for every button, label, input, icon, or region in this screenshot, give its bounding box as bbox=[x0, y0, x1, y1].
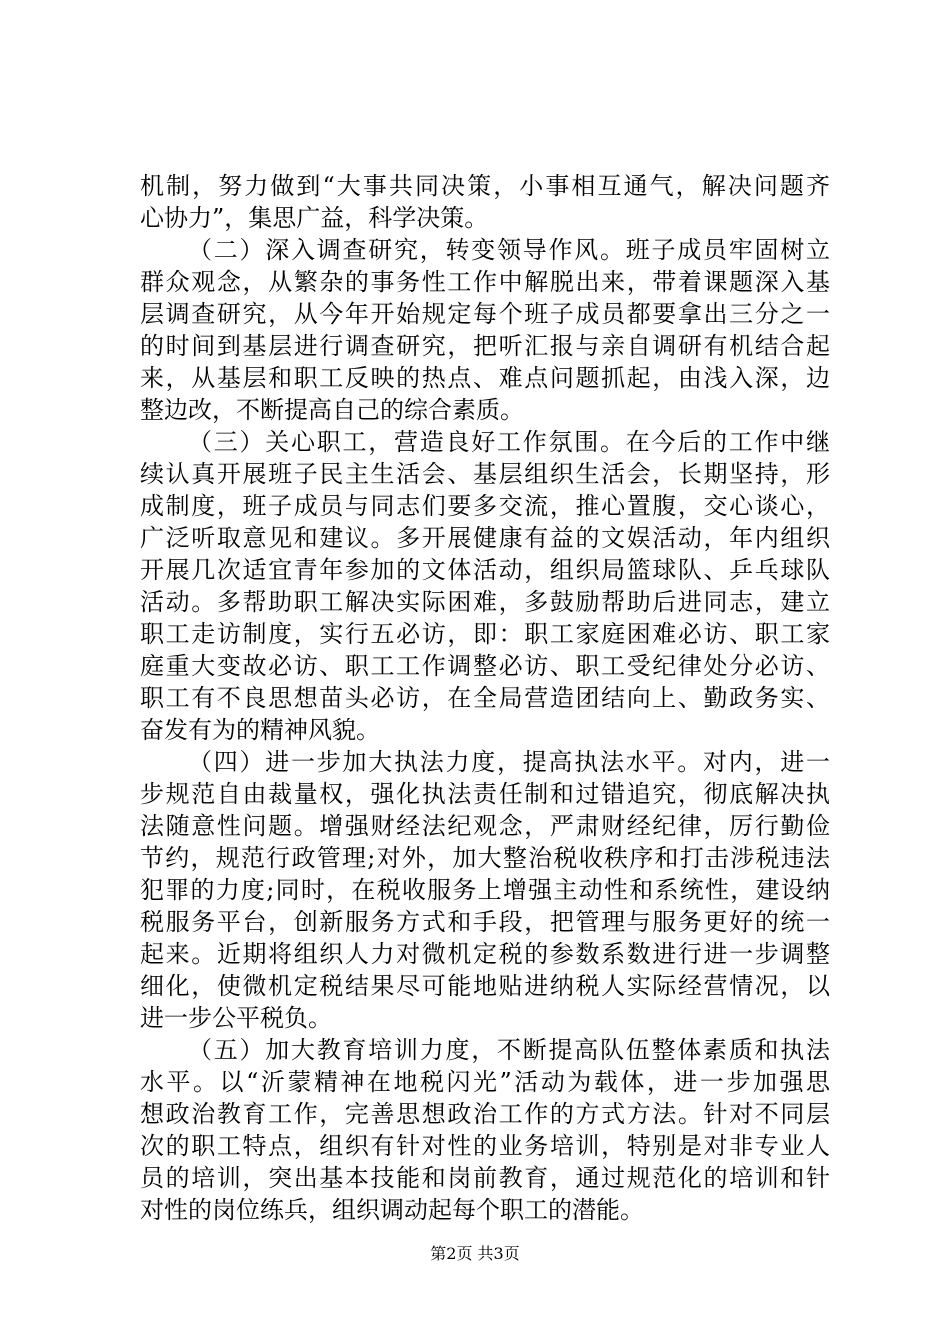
text-line: 细化，使微机定税结果尽可能地贴进纳税人实际经营情况，以 bbox=[140, 972, 830, 1000]
text-line: 法随意性问题。增强财经法纪观念，严肃财经纪律，厉行勤俭 bbox=[140, 812, 830, 840]
text-line: 广泛听取意见和建议。多开展健康有益的文娱活动，年内组织 bbox=[140, 524, 830, 552]
text-line: 心协力”，集思广益，科学决策。 bbox=[140, 204, 489, 232]
text-line: 整边改，不断提高自己的综合素质。 bbox=[140, 396, 524, 424]
page-number-footer: 第2页 共3页 bbox=[430, 1244, 520, 1263]
text-line: （五）加大教育培训力度，不断提高队伍整体素质和执法 bbox=[188, 1036, 830, 1064]
text-line: 奋发有为的精神风貌。 bbox=[140, 716, 380, 744]
text-line: 成制度，班子成员与同志们要多交流，推心置腹，交心谈心， bbox=[140, 492, 830, 520]
text-line: 次的职工特点，组织有针对性的业务培训，特别是对非专业人 bbox=[140, 1132, 830, 1160]
text-line: 续认真开展班子民主生活会、基层组织生活会，长期坚持，形 bbox=[140, 460, 830, 488]
text-line: 机制，努力做到“大事共同决策，小事相互通气，解决问题齐 bbox=[140, 172, 830, 200]
text-line: （三）关心职工，营造良好工作氛围。在今后的工作中继 bbox=[188, 428, 830, 456]
text-line: （四）进一步加大执法力度，提高执法水平。对内，进一 bbox=[188, 748, 830, 776]
text-line: 活动。多帮助职工解决实际困难，多鼓励帮助后进同志，建立 bbox=[140, 588, 830, 616]
text-line: （二）深入调查研究，转变领导作风。班子成员牢固树立 bbox=[188, 236, 830, 264]
text-line: 节约，规范行政管理;对外，加大整治税收秩序和打击涉税违法 bbox=[140, 844, 830, 872]
text-line: 起来。近期将组织人力对微机定税的参数系数进行进一步调整 bbox=[140, 940, 830, 968]
text-line: 想政治教育工作，完善思想政治工作的方式方法。针对不同层 bbox=[140, 1100, 830, 1128]
document-body bbox=[140, 170, 830, 1226]
text-line: 开展几次适宜青年参加的文体活动，组织局篮球队、乒乓球队 bbox=[140, 556, 830, 584]
text-line: 水平。以“沂蒙精神在地税闪光”活动为载体，进一步加强思 bbox=[140, 1068, 830, 1096]
text-line: 步规范自由裁量权，强化执法责任制和过错追究，彻底解决执 bbox=[140, 780, 830, 808]
text-line: 庭重大变故必访、职工工作调整必访、职工受纪律处分必访、 bbox=[140, 652, 830, 680]
text-line: 职工有不良思想苗头必访，在全局营造团结向上、勤政务实、 bbox=[140, 684, 830, 712]
text-line: 层调查研究，从今年开始规定每个班子成员都要拿出三分之一 bbox=[140, 300, 830, 328]
text-line: 对性的岗位练兵，组织调动起每个职工的潜能。 bbox=[140, 1196, 644, 1224]
text-line: 的时间到基层进行调查研究，把听汇报与亲自调研有机结合起 bbox=[140, 332, 830, 360]
text-line: 来，从基层和职工反映的热点、难点问题抓起，由浅入深，边 bbox=[140, 364, 830, 392]
text-line: 群众观念，从繁杂的事务性工作中解脱出来，带着课题深入基 bbox=[140, 268, 830, 296]
text-line: 进一步公平税负。 bbox=[140, 1004, 332, 1032]
text-line: 员的培训，突出基本技能和岗前教育，通过规范化的培训和针 bbox=[140, 1164, 830, 1192]
text-line: 税服务平台，创新服务方式和手段，把管理与服务更好的统一 bbox=[140, 908, 830, 936]
text-line: 职工走访制度，实行五必访，即：职工家庭困难必访、职工家 bbox=[140, 620, 830, 648]
text-line: 犯罪的力度;同时，在税收服务上增强主动性和系统性，建设纳 bbox=[140, 876, 830, 904]
